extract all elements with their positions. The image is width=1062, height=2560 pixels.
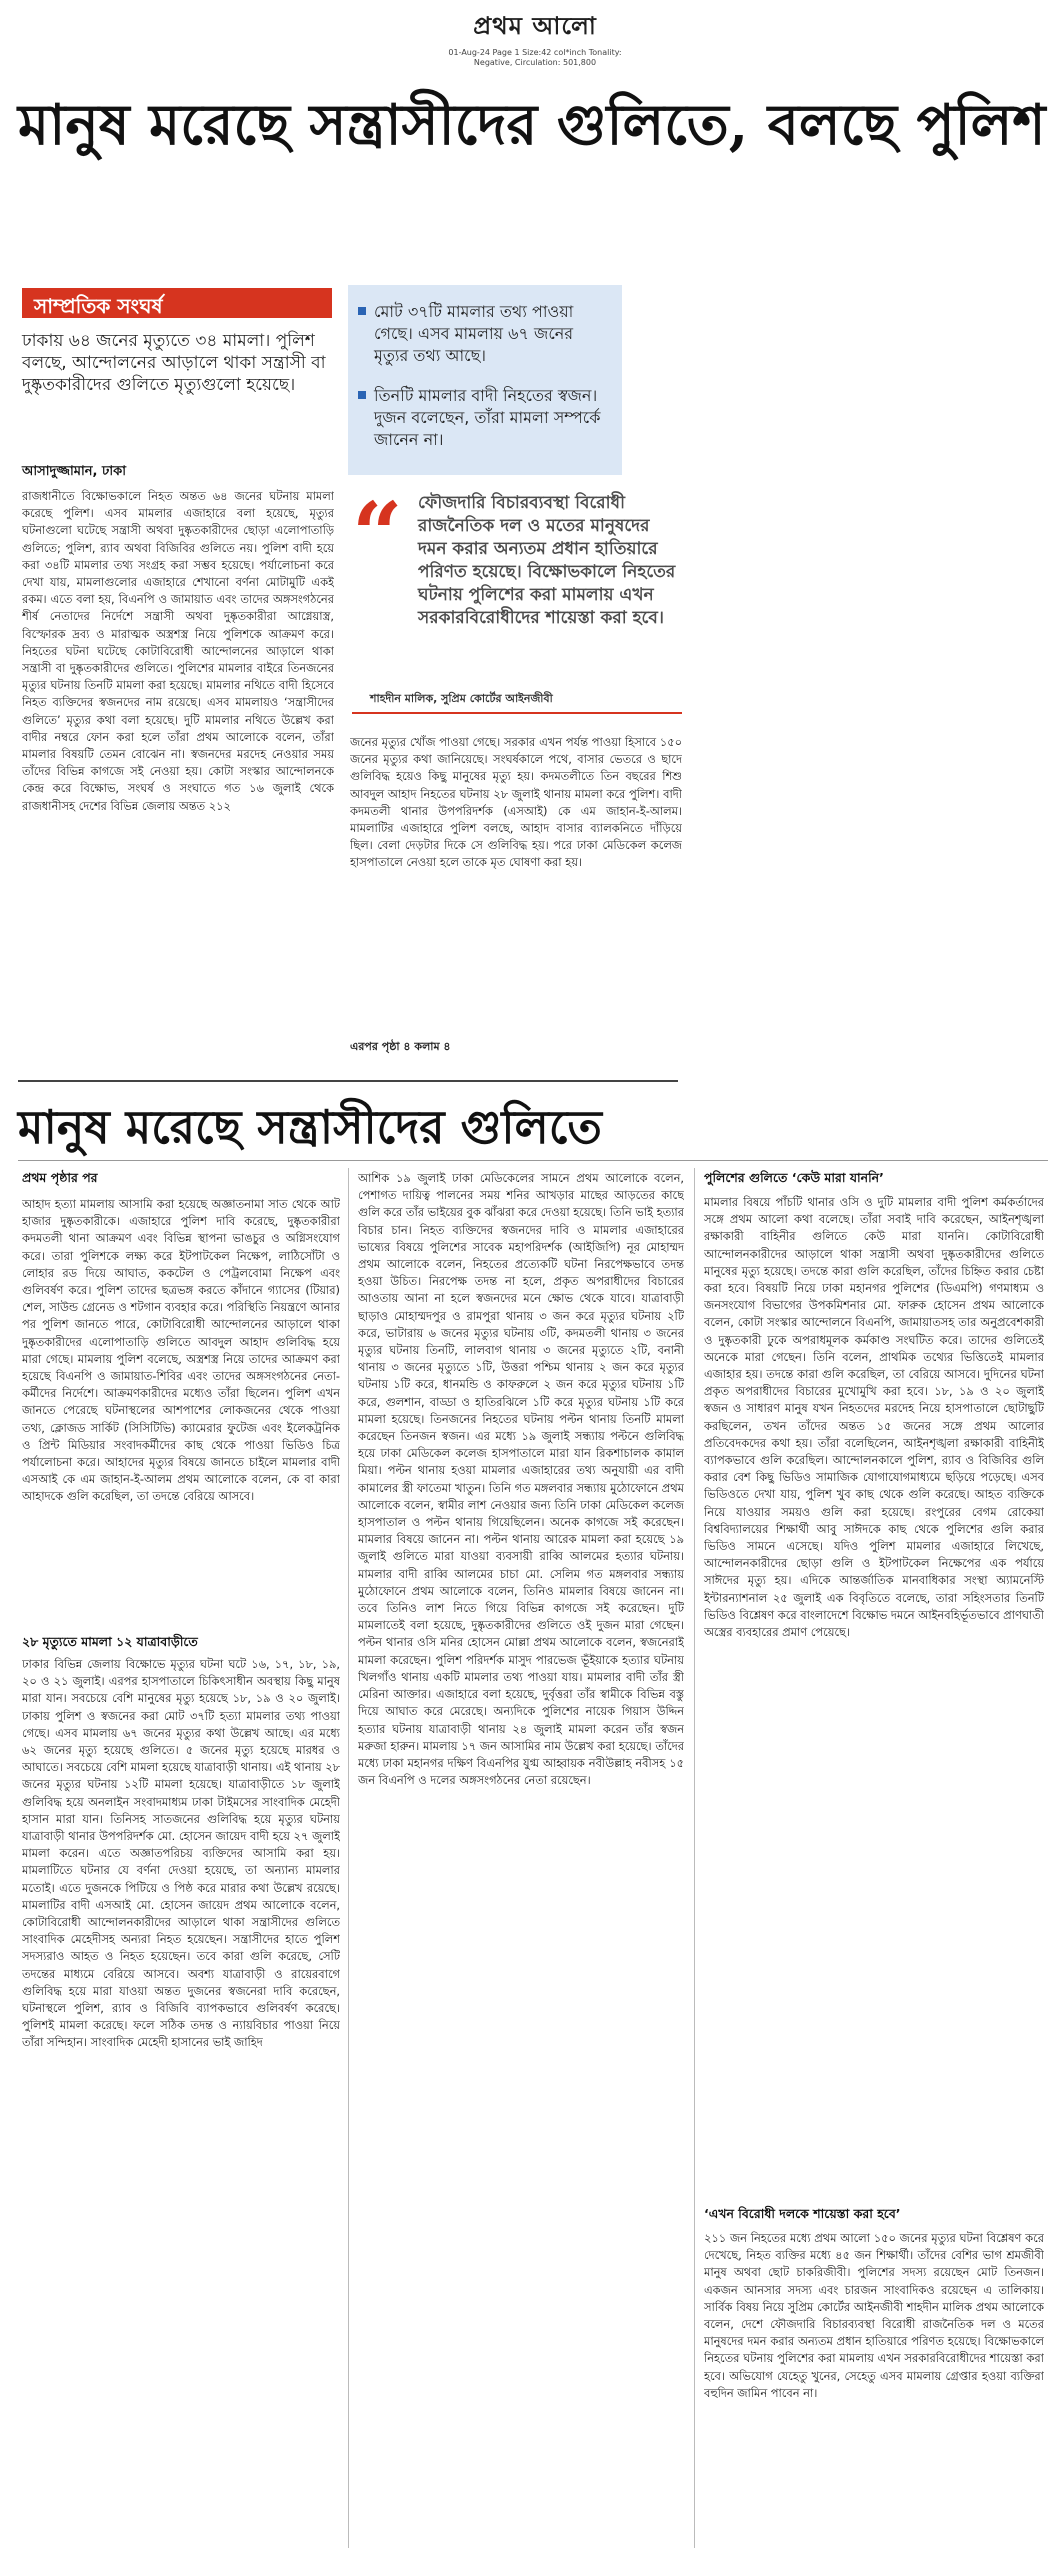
continuation-headline: মানুষ মরেছে সন্ত্রাসীদের গুলিতে bbox=[18, 1100, 602, 1154]
column-3-paragraph-1: মামলার বিষয়ে পাঁচটি থানার ওসি ও দুটি মামলার বাদী পুলিশ কর্মকর্তাদের সঙ্গে প্রথম আলো কথা বলেছে। তাঁরা সবাই দাবি করেছেন, আইনশৃঙ্খলা রক্ষাকারী বাহিনীর গুলিতে কেউ মারা যাননি। কোটাবিরোধী আন্দোলনকারীদের আড়ালে থাকা সন্ত্রাসী অথবা দুষ্কৃতকারীদের গুলিতে মানুষের মৃত্যু হয়েছে। তদন্তে কারা গুলি করেছিল, তাঁদের চিহ্নিত করার চেষ্টা করা হবে। বিষয়টি নিয়ে ঢাকা মহানগর পুলিশের (ডিএমপি) গণমাধ্যম ও জনসংযোগ বিভাগের উপকমিশনার মো. ফারুক হোসেন প্রথম আলোকে বলেন, কোটা সংস্কার আন্দোলনে বিএনপি, জামায়াতসহ তার অনুপ্রবেশকারী ও দুষ্কৃতকারী ঢুকে অপরাধমূলক কর্মকাণ্ড সংঘটিত করে। তাদের গুলিতেই অনেকে মারা গেছেন। তিনি বলেন, প্রাথমিক তথ্যের ভিত্তিতেই মামলার এজাহার হয়। তদন্তে কারা গুলি করেছিল, তা বেরিয়ে আসবে। দুদিনের ঘটনা প্রকৃত অপরাধীদের বিচারের মুখোমুখি করা হবে। ১৮, ১৯ ও ২০ জুলাই স্বজন ও সাধারণ মানুষ যখন নিহতদের মরদেহ নিয়ে হাসপাতালে ছোটাছুটি করছিলেন, তখন তাঁদের অন্তত ১৫ জনের সঙ্গে প্রথম আলোর প্রতিবেদকদের কথা হয়। তাঁরা বলেছিলেন, আইনশৃঙ্খলা রক্ষাকারী বাহিনীই ব্যাপকভাবে গুলি করেছিল। আন্দোলনকালে পুলিশ, র‍্যাব ও বিজিবির গুলি করার বেশ কিছু ভিডিও সামাজিক যোগাযোগমাধ্যমে ছড়িয়ে পড়েছে। এসব ভিডিওতে দেখা যায়, পুলিশ খুব কাছ থেকে গুলি করেছে। আহত ব্যক্তিকে নিয়ে যাওয়ার সময়ও গুলি করা হয়েছে। রংপুরের বেগম রোকেয়া বিশ্ববিদ্যালয়ের শিক্ষার্থী আবু সাঈদকে কাছ থেকে পুলিশের গুলি করার ভিডিও সামনে এসেছে। যদিও পুলিশ মামলার এজাহারে লিখেছে, আন্দোলনকারীদের ছোড়া গুলি ও ইটপাটকেল নিক্ষেপের এক পর্যায়ে সাঈদের মৃত্যু হয়। এদিকে আন্তর্জাতিক মানবাধিকার সংস্থা অ্যামনেস্টি ইন্টারন্যাশনাল ২৫ জুলাই এক বিবৃতিতে বলেছে, তারা সহিংসতার তিনটি ভিডিও বিশ্লেষণ করে বাংলাদেশে বিক্ষোভ দমনে আইনবহির্ভূতভাবে প্রাণঘাতী অস্ত্রের ব্যবহারের প্রমাণ পেয়েছে। bbox=[704, 1195, 1044, 1640]
section-divider bbox=[18, 1080, 678, 1082]
bullet-square-icon bbox=[358, 307, 366, 315]
quote-mark-icon: “ bbox=[352, 482, 403, 586]
from-first-page-label: প্রথম পৃষ্ঠার পর bbox=[22, 1170, 98, 1185]
highlight-item: মোট ৩৭টি মামলার তথ্য পাওয়া গেছে। এসব মামলায় ৬৭ জনের মৃত্যুর তথ্য আছে। bbox=[374, 301, 610, 367]
column-separator bbox=[694, 1168, 695, 2548]
intro-summary: ঢাকায় ৬৪ জনের মৃত্যুতে ৩৪ মামলা। পুলিশ বলছে, আন্দোলনের আড়ালে থাকা সন্ত্রাসী বা দুষ্কৃতকারীদের গুলিতে মৃত্যুগুলো হয়েছে। bbox=[22, 331, 326, 395]
headline-rule bbox=[18, 1160, 1048, 1161]
page-title: মানুষ মরেছে সন্ত্রাসীদের গুলিতে, বলছে পুলিশ bbox=[18, 92, 1046, 158]
subhead-police-claim: পুলিশের গুলিতে ‘কেউ মারা যাননি’ bbox=[704, 1170, 884, 1185]
column-separator bbox=[348, 1168, 349, 2548]
column-2-body: আশিক ১৯ জুলাই ঢাকা মেডিকেলের সামনে প্রথম আলোকে বলেন, পেশাগত দায়িত্ব পালনের সময় শনির আখড়ার মাছের আড়তের কাছে গুলি করে তাঁর ভাইয়ের বুক ঝাঁঝরা করে দেওয়া হয়েছে। তিনি ভাই হত্যার বিচার চান। নিহত ব্যক্তিদের স্বজনদের দাবি ও মামলার এজাহারের ভাষ্যের বিষয়ে পুলিশের সাবেক মহাপরিদর্শক (আইজিপি) নূর মোহাম্মদ প্রথম আলোকে বলেন, নিহতের প্রত্যেকটি ঘটনা নিরপেক্ষভাবে তদন্ত হওয়া উচিত। নিরপেক্ষ তদন্ত না হলে, প্রকৃত অপরাধীদের বিচারের আওতায় আনা না হলে স্বজনদের মনে ক্ষোভ থেকে যাবে। যাত্রাবাড়ী ছাড়াও মোহাম্মদপুর ও রামপুরা থানায় ৩ জন করে মৃত্যুর ঘটনায় ২টি করে, ভাটারায় ৬ জনের মৃত্যুর ঘটনায় ৩টি, কদমতলী থানায় ৩ জনের মৃত্যুর ঘটনায় তিনটি, লালবাগ থানায় ৩ জনের মৃত্যুতে ২টি, বনানী থানায় ৩ জনের মৃত্যুতে ১টি, উত্তরা পশ্চিম থানায় ২ জন করে মৃত্যুর ঘটনায় ১টি করে, ধানমন্ডি ও কাফরুলে ২ জন করে মৃত্যুর ঘটনায় ১টি করে, গুলশান, বাড্ডা ও হাতিরঝিলে ১টি করে মৃত্যুর ঘটনায় ১টি করে মামলা হয়েছে। তিনজনের নিহতের ঘটনায় পল্টন থানায় তিনটি মামলা করেছেন তিনজন স্বজন। এর মধ্যে ১৯ জুলাই সন্ধ্যায় পল্টনে গুলিবিদ্ধ হয়ে ঢাকা মেডিকেল কলেজ হাসপাতালে মারা যান রিকশাচালক কামাল মিয়া। পল্টন থানায় হওয়া মামলার এজাহারের তথ্য অনুযায়ী এর বাদী কামালের স্ত্রী ফাতেমা খাতুন। তিনি গত মঙ্গলবার সন্ধ্যায় মুঠোফোনে প্রথম আলোকে বলেন, স্বামীর লাশ নেওয়ার জন্য তিনি ঢাকা মেডিকেল কলেজ হাসপাতাল ও পল্টন থানায় গিয়েছিলেন। অনেক কাগজে সই করেছেন। মামলার বিষয়ে জানেন না। পল্টন থানায় আরেক মামলা করা হয়েছে ১৯ জুলাই গুলিতে মারা যাওয়া ব্যবসায়ী রাব্বি আলমের হত্যার ঘটনায়। মামলার বাদী রাব্বি আলমের চাচা মো. সেলিম গত মঙ্গলবার সন্ধ্যায় মুঠোফোনে প্রথম আলোকে বলেন, তিনিও মামলার বিষয়ে জানেন না। তবে তিনিও লাশ নিতে গিয়ে বিভিন্ন কাগজে সই করেছেন। দুটি মামলাতেই বলা হয়েছে, দুষ্কৃতকারীদের গুলিতে ওই দুজন মারা গেছেন। পল্টন থানার ওসি মনির হোসেন মোল্লা প্রথম আলোকে বলেন, স্বজনেরাই মামলা করেছেন। পুলিশ পরিদর্শক মাসুদ পারভেজ ভূঁইয়াকে হত্যার ঘটনায় খিলগাঁও থানায় একটি মামলার তথ্য পাওয়া যায়। মামলার বাদী তাঁর স্ত্রী মেরিনা আক্তার। এজাহারে বলা হয়েছে, দুর্বৃত্তরা তাঁর স্বামীকে বিভিন্ন বস্তু দিয়ে আঘাত করে মেরেছে। অন্যদিকে পুলিশের নায়েক গিয়াস উদ্দিন হত্যার ঘটনায় যাত্রাবাড়ী থানায় ২৪ জুলাই মামলা করেন তাঁর স্বজন মরুজা হারুন। মামলায় ১৭ জন আসামির নাম উল্লেখ করা হয়েছে। তাঁদের মধ্যে ঢাকা মহানগর দক্ষিণ বিএনপির যুগ্ম আহ্বায়ক নবীউল্লাহ নবীসহ ১৫ জন বিএনপি ও দলের অঙ্গসংগঠনের নেতা রয়েছেন। bbox=[358, 1171, 684, 1788]
column-1-paragraph-2: ঢাকার বিভিন্ন জেলায় বিক্ষোভে মৃত্যুর ঘটনা ঘটে ১৬, ১৭, ১৮, ১৯, ২০ ও ২১ জুলাই। এরপর হাসপাতালে চিকিৎসাধীন অবস্থায় কিছু মানুষ মারা যান। সবচেয়ে বেশি মানুষের মৃত্যু হয়েছে ১৮, ১৯ ও ২০ জুলাই। ঢাকায় পুলিশ ও স্বজনের করা মোট ৩৭টি হত্যা মামলার তথ্য পাওয়া গেছে। এসব মামলায় ৬৭ জনের মৃত্যুর কথা উল্লেখ আছে। এর মধ্যে ৬২ জনের মৃত্যু হয়েছে গুলিতে। ৫ জনের মৃত্যু হয়েছে মারধর ও আঘাতে। সবচেয়ে বেশি মামলা হয়েছে যাত্রাবাড়ী থানায়। এই থানায় ২৮ জনের মৃত্যুর ঘটনায় ১২টি মামলা হয়েছে। যাত্রাবাড়ীতে ১৮ জুলাই গুলিবিদ্ধ হয়ে অনলাইন সংবাদমাধ্যম ঢাকা টাইমসের সাংবাদিক মেহেদী হাসান মারা যান। তিনিসহ সাতজনের গুলিবিদ্ধ হয়ে মৃত্যুর ঘটনায় যাত্রাবাড়ী থানার উপপরিদর্শক মো. হোসেন জায়েদ বাদী হয়ে ২৭ জুলাই মামলা করেন। এতে অজ্ঞাতপরিচয় ব্যক্তিদের আসামি করা হয়। মামলাটিতে ঘটনার যে বর্ণনা দেওয়া হয়েছে, তা অন্যান্য মামলার মতোই। এতে দুজনকে পিটিয়ে ও পিষ্ঠ করে মারার কথা উল্লেখ রয়েছে। মামলাটির বাদী এসআই মো. হোসেন জায়েদ প্রথম আলোকে বলেন, কোটাবিরোধী আন্দোলনকারীদের আড়ালে থাকা সন্ত্রাসীদের গুলিতে সাংবাদিক মেহেদীসহ অন্যরা নিহত হয়েছেন। সন্ত্রাসীদের হাতে পুলিশ সদস্যরাও আহত ও নিহত হয়েছেন। তবে কারা গুলি করেছে, সেটি তদন্তের মাধ্যমে বেরিয়ে আসবে। অবশ্য যাত্রাবাড়ী ও রায়েরবাগে গুলিবিদ্ধ হয়ে মারা যাওয়া অন্তত দুজনের স্বজনেরা দাবি করেছেন, ঘটনাস্থলে পুলিশ, র‍্যাব ও বিজিবি ব্যাপকভাবে গুলিবর্ষণ করেছে। পুলিশই মামলা করেছে। ফলে সঠিক তদন্ত ও ন্যায়বিচার পাওয়া নিয়ে তাঁরা সন্দিহান। সাংবাদিক মেহেদী হাসানের ভাই জাহিদ bbox=[22, 1657, 340, 2050]
column-3-paragraph-2: ২১১ জন নিহতের মধ্যে প্রথম আলো ১৫০ জনের মৃত্যুর ঘটনা বিশ্লেষণ করে দেখেছে, নিহত ব্যক্তির মধ্যে ৪৫ জন শিক্ষার্থী। তাঁদের বেশির ভাগ শ্রমজীবী মানুষ অথবা ছোট চাকরিজীবী। পুলিশের সদস্য রয়েছেন মোট তিনজন। একজন আনসার সদস্য এবং চারজন সাংবাদিকও রয়েছেন এ তালিকায়। সার্বিক বিষয় নিয়ে সুপ্রিম কোর্টের আইনজীবী শাহদীন মালিক প্রথম আলোকে বলেন, দেশে ফৌজদারি বিচারব্যবস্থা বিরোধী রাজনৈতিক দল ও মতের মানুষদের দমন করার অন্যতম প্রধান হাতিয়ারে পরিণত হয়েছে। বিক্ষোভকালে নিহতের ঘটনায় পুলিশের করা মামলায় এখন সরকারবিরোধীদের শায়েস্তা করা হবে। অভিযোগ যেহেতু খুনের, সেহেতু এসব মামলায় গ্রেপ্তার হওয়া ব্যক্তিরা বহুদিন জামিন পাবেন না। bbox=[704, 2231, 1044, 2400]
subhead-yatrabari: ২৮ মৃত্যুতে মামলা ১২ যাত্রাবাড়ীতে bbox=[22, 1634, 198, 1649]
subhead-opposition: ‘এখন বিরোধী দলকে শায়েস্তা করা হবে’ bbox=[704, 2206, 901, 2221]
clipping-meta: 01-Aug-24 Page 1 Size:42 col*inch Tonality: Negative, Circulation: 501,800 bbox=[448, 48, 622, 67]
article-body-right: জনের মৃত্যুর খোঁজ পাওয়া গেছে। সরকার এখন পর্যন্ত পাওয়া হিসাবে ১৫০ জনের মৃত্যুর কথা জানিয়েছে। সংঘর্ষকালে পথে, বাসার ভেতরে ও ছাদে গুলিবিদ্ধ হয়েও কিছু মানুষের মৃত্যু হয়। কদমতলীতে তিন বছরের শিশু আবদুল আহাদ নিহতের ঘটনায় ২৮ জুলাই থানায় মামলা করে পুলিশ। বাদী কদমতলী থানার উপপরিদর্শক (এসআই) কে এম জাহান-ই-আলম। মামলাটির এজাহারে পুলিশ বলছে, আহাদ বাসার ব্যালকনিতে দাঁড়িয়ে ছিল। বেলা দেড়টার দিকে সে গুলিবিদ্ধ হয়। পরে ঢাকা মেডিকেল কলেজ হাসপাতালে নেওয়া হলে তাকে মৃত ঘোষণা করা হয়। bbox=[350, 735, 682, 870]
category-label: সাম্প্রতিক সংঘর্ষ bbox=[34, 294, 163, 318]
masthead bbox=[430, 8, 640, 68]
quote-attribution: শাহদীন মালিক, সুপ্রিম কোর্টের আইনজীবী bbox=[370, 692, 553, 705]
byline: আসাদুজ্জামান, ঢাকা bbox=[22, 464, 126, 479]
column-1-paragraph-1: আহাদ হত্যা মামলায় আসামি করা হয়েছে অজ্ঞাতনামা সাত থেকে আট হাজার দুষ্কৃতকারীকে। এজাহারে পুলিশ দাবি করেছে, দুষ্কৃতকারীরা কদমতলী থানা আক্রমণ এবং বিভিন্ন স্থাপনা ভাঙচুর ও অগ্নিসংযোগ করে। তারা পুলিশকে লক্ষ্য করে ইটপাটকেল নিক্ষেপ, লাঠিসোঁটা ও লোহার রড দিয়ে আঘাত, ককটেল ও পেট্রলবোমা নিক্ষেপ এবং গুলিবর্ষণ করে। পুলিশ তাদের ছত্রভঙ্গ করতে কাঁদানে গ্যাসের (টিয়ার) শেল, সাউন্ড গ্রেনেড ও শটগান ব্যবহার করে। পরিস্থিতি নিয়ন্ত্রণে আনার পর পুলিশ জানতে পারে, কোটাবিরোধী আন্দোলনের আড়ালে থাকা দুষ্কৃতকারীদের এলোপাতাড়ি গুলিতে আবদুল আহাদ গুলিবিদ্ধ হয়ে মারা গেছে। মামলায় পুলিশ বলেছে, অস্ত্রশস্ত্র নিয়ে তাদের আক্রমণ করা হয়েছে বিএনপি ও জামায়াত-শিবির এবং তাদের অঙ্গসংগঠনের নেতা-কর্মীদের নির্দেশে। আক্রমণকারীদের মধ্যেও তাঁরা ছিলেন। পুলিশ এখন জানতে পেরেছে ঘটনাস্থলের আশপাশের লোকজনের থেকে পাওয়া তথ্য, ক্লোজড সার্কিট (সিসিটিভি) ক্যামেরার ফুটেজ এবং ইলেকট্রনিক ও প্রিন্ট মিডিয়ার সংবাদকর্মীদের কাছ থেকে পাওয়া ভিডিও চিত্র পর্যালোচনা করে। আহাদের মৃত্যুর বিষয়ে জানতে চাইলে মামলার বাদী এসআই কে এম জাহান-ই-আলম প্রথম আলোকে বলেন, কে বা কারা আহাদকে গুলি করেছিল, তা তদন্তে বেরিয়ে আসবে। bbox=[22, 1197, 340, 1504]
highlights-panel bbox=[348, 285, 622, 475]
article-body-left: রাজধানীতে বিক্ষোভকালে নিহত অন্তত ৬৪ জনের ঘটনায় মামলা করেছে পুলিশ। এসব মামলার এজাহারে বলা হয়েছে, মৃত্যুর ঘটনাগুলো ঘটেছে সন্ত্রাসী অথবা দুষ্কৃতকারীদের ছোড়া এলোপাতাড়ি গুলিতে; পুলিশ, র‍্যাব অথবা বিজিবির গুলিতে নয়। পুলিশ বাদী হয়ে করা ৩৪টি মামলার তথ্য সংগ্রহ করা সম্ভব হয়েছে। পর্যালোচনা করে দেখা যায়, মামলাগুলোর এজাহারে শেখানো বর্ণনা মোটামুটি একই রকম। এতে বলা হয়, বিএনপি ও জামায়াত এবং তাদের অঙ্গসংগঠনের শীর্ষ নেতাদের নির্দেশে সন্ত্রাসী অথবা দুষ্কৃতকারীরা আগ্নেয়াস্ত্র, বিস্ফোরক দ্রব্য ও মারাত্মক অস্ত্রশস্ত্র নিয়ে পুলিশকে আক্রমণ করে। নিহতের ঘটনা ঘটেছে কোটাবিরোধী আন্দোলনের আড়ালে থাকা সন্ত্রাসী বা দুষ্কৃতকারীদের গুলিতে। পুলিশের মামলার বাইরে তিনজনের মৃত্যুর ঘটনায় তিনটি মামলা করা হয়েছে। মামলার নথিতে বাদী হিসেবে নিহত ব্যক্তিদের স্বজনদের নাম রয়েছে। এসব মামলায়ও ‘সন্ত্রাসীদের গুলিতে’ মৃত্যুর কথা বলা হয়েছে। দুটি মামলার নথিতে উল্লেখ করা বাদীর নম্বরে ফোন করা হলে তাঁরা প্রথম আলোকে বলেন, তাঁরা মামলার বিষয়টি তেমন বোঝেন না। স্বজনদের মরদেহ নেওয়ার সময় তাঁদের বিভিন্ন কাগজে সই নেওয়া হয়। কোটা সংস্কার আন্দোলনকে কেন্দ্র করে বিক্ষোভ, সংঘর্ষ ও সংঘাতে গত ১৬ জুলাই থেকে রাজধানীসহ দেশের বিভিন্ন জেলায় অন্তত ২১২ bbox=[22, 489, 334, 813]
highlight-item: তিনটি মামলার বাদী নিহতের স্বজন। দুজন বলেছেন, তাঁরা মামলা সম্পর্কে জানেন না। bbox=[374, 385, 610, 451]
pull-quote: ফৌজদারি বিচারব্যবস্থা বিরোধী রাজনৈতিক দল ও মতের মানুষদের দমন করার অন্যতম প্রধান হাতিয়ারে পরিণত হয়েছে। বিক্ষোভকালে নিহতের ঘটনায় পুলিশের করা মামলায় এখন সরকারবিরোধীদের শায়েস্তা করা হবে। bbox=[418, 493, 676, 628]
bullet-square-icon bbox=[358, 391, 366, 399]
newspaper-logo: প্রথম আলো bbox=[473, 11, 597, 40]
continued-note: এরপর পৃষ্ঠা ৪ কলাম ৪ bbox=[350, 1040, 451, 1053]
quote-divider bbox=[352, 712, 682, 714]
